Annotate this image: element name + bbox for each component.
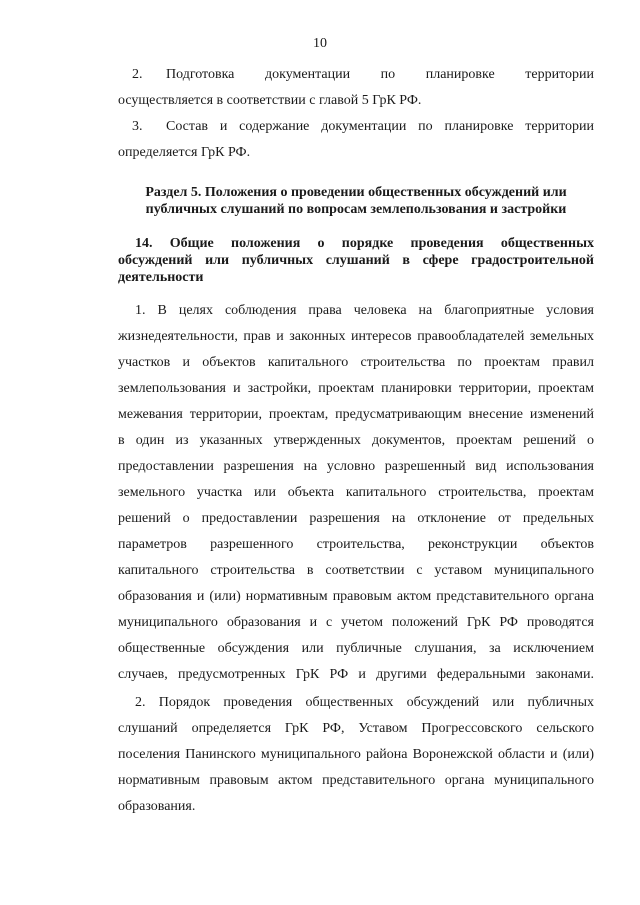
- p1-line: предоставлении разрешения на условно разрешенный вид использования: [118, 459, 594, 474]
- item-3-line-2: определяется ГрК РФ.: [118, 145, 251, 160]
- p1-line: жизнедеятельности, прав и законных интересов правообладателей земельных: [118, 329, 594, 344]
- p2-line: 2. Порядок проведения общественных обсуждений или публичных: [135, 695, 594, 710]
- p1-line: муниципального образования и с учетом положений ГрК РФ проводятся: [118, 615, 594, 630]
- item-3-line-1: [118, 114, 594, 140]
- page-number: 10: [313, 36, 327, 51]
- article-heading: [118, 235, 594, 286]
- article-heading-line-2: обсуждений или публичных слушаний в сфере градостроительной: [118, 253, 594, 268]
- p1-line: образования и (или) нормативным правовым актом представительного органа: [118, 589, 594, 604]
- p2-line: нормативным правовым актом представительного органа муниципального: [118, 773, 594, 788]
- p1-line: случаев, предусмотренных ГрК РФ и другими федеральными законами.: [118, 667, 594, 682]
- p1-line: в один из указанных утвержденных документов, проектам решений о: [118, 433, 594, 448]
- paragraph-1: [118, 298, 594, 688]
- p1-line: параметров разрешенного строительства, реконструкции объектов: [118, 537, 594, 552]
- article-heading-line-3: деятельности: [118, 270, 204, 285]
- item-2-line-2: осуществляется в соответствии с главой 5 ГрК РФ.: [118, 93, 422, 108]
- section-heading: [118, 184, 594, 218]
- p1-line: межевания территории, проектам, предусматривающим внесение изменений: [118, 407, 594, 422]
- item-3: [118, 114, 594, 166]
- p1-line: 1. В целях соблюдения права человека на благоприятные условия: [135, 303, 594, 318]
- section-heading-line-1: Раздел 5. Положения о проведении общественных обсуждений или: [145, 185, 567, 200]
- p1-line: решений о предоставлении разрешения на отклонение от предельных: [118, 511, 594, 526]
- item-2-line-1: [118, 62, 594, 88]
- p1-line: капитального строительства в соответствии с уставом муниципального: [118, 563, 594, 578]
- article-heading-line-1: 14. Общие положения о порядке проведения общественных: [135, 236, 594, 251]
- item-2-text: Подготовка документации по планировке территории: [166, 67, 594, 82]
- paragraph-2: [118, 690, 594, 820]
- p2-line: слушаний определяется ГрК РФ, Уставом Прогрессовского сельского: [118, 721, 594, 736]
- p1-line: общественные обсуждения или публичные слушания, за исключением: [118, 641, 594, 656]
- item-2-number: 2.: [132, 67, 143, 82]
- item-3-text: Состав и содержание документации по планировке территории: [166, 119, 594, 134]
- p1-line: землепользования и застройки, проектам планировки территории, проектам: [118, 381, 594, 396]
- item-2: [118, 62, 594, 114]
- item-3-number: 3.: [132, 119, 143, 134]
- p1-line: земельного участка или объекта капитального строительства, проектам: [118, 485, 594, 500]
- p2-line: образования.: [118, 799, 196, 814]
- section-heading-line-2: публичных слушаний по вопросам землепользования и застройки: [145, 202, 567, 217]
- p2-line: поселения Панинского муниципального района Воронежской области и (или): [118, 747, 594, 762]
- p1-line: участков и объектов капитального строительства по проектам правил: [118, 355, 594, 370]
